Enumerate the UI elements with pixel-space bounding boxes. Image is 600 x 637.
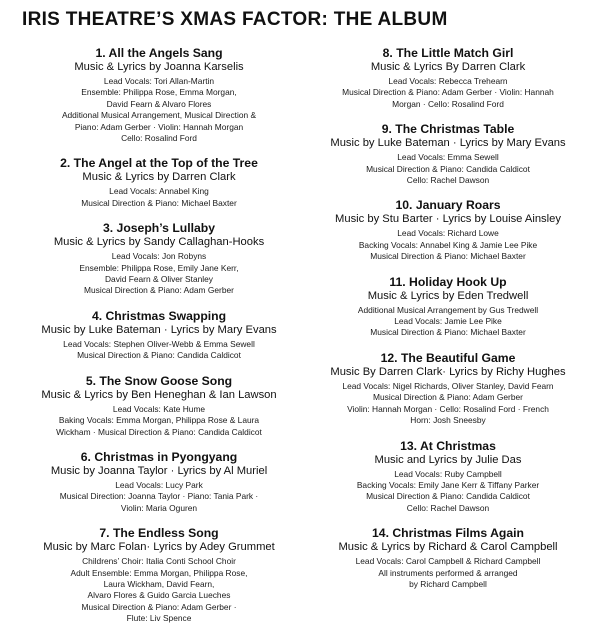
credit-line: Piano: Adam Gerber · Violin: Hannah Morgan [74, 121, 244, 132]
track-credits [306, 469, 590, 515]
credit-line: Ensemble: Philippa Rose, Emily Jane Kerr, [79, 262, 239, 273]
track-composer: Music & Lyrics by Sandy Callaghan-Hooks [53, 236, 265, 249]
credit-line: Musical Direction & Piano: Adam Gerber · [81, 601, 237, 612]
credit-line: Lead Vocals: Stephen Oliver-Webb & Emma Sewell [63, 338, 255, 349]
credit-line: Alvaro Flores & Guido Garcia Lueches [87, 590, 231, 601]
track-entry [306, 439, 590, 515]
credit-line: Morgan · Cello: Rosalind Ford [392, 98, 504, 109]
track-title: 10. January Roars [395, 198, 501, 213]
track-credits [18, 76, 300, 144]
track-entry [306, 351, 590, 427]
credit-line: Musical Direction & Piano: Candida Caldicot [366, 163, 530, 174]
credit-line: Musical Direction & Piano: Candida Caldicot [366, 491, 530, 502]
track-composer: Music & Lyrics by Eden Tredwell [367, 289, 529, 302]
credit-line: Musical Direction & Piano: Adam Gerber [373, 392, 523, 403]
track-title: 1. All the Angels Sang [95, 46, 223, 60]
credit-line: Musical Direction & Piano: Candida Caldicot [77, 350, 241, 361]
track-credits [18, 480, 300, 514]
track-title: 2. The Angel at the Top of the Tree [60, 156, 258, 171]
credit-line: Musical Direction: Joanna Taylor · Piano: Tania Park · [59, 491, 259, 502]
credit-line: Laura Wickham, David Fearn, [103, 578, 215, 589]
track-composer: Music and Lyrics by Julie Das [374, 453, 522, 466]
track-entry [18, 450, 300, 514]
credit-line: Lead Vocals: Emma Sewell [397, 152, 499, 163]
track-composer: Music by Stu Barter · Lyrics by Louise Ainsley [335, 213, 561, 226]
credit-line: Horn: Josh Sneesby [410, 415, 486, 426]
credit-line: Lead Vocals: Nigel Richards, Oliver Stanley, David Fearn [342, 380, 554, 391]
track-title: 7. The Endless Song [99, 526, 219, 541]
track-entry [306, 198, 590, 262]
track-entry [306, 275, 590, 339]
credit-line: Backing Vocals: Emily Jane Kerr & Tiffany Parker [356, 479, 540, 490]
credit-line: Lead Vocals: Carol Campbell & Richard Campbell [355, 556, 541, 567]
credit-line: Cello: Rachel Dawson [406, 175, 490, 186]
credit-line: Violin: Hannah Morgan · Cello: Rosalind Ford · French [347, 403, 549, 414]
track-entry [306, 526, 590, 590]
credit-line: Musical Direction & Piano: Michael Baxter [370, 327, 526, 338]
track-composer: Music & Lyrics by Darren Clark [82, 171, 236, 184]
track-credits [306, 381, 590, 427]
track-composer: Music by Luke Bateman · Lyrics by Mary Evans [41, 323, 277, 336]
credit-line: Lead Vocals: Richard Lowe [397, 228, 499, 239]
track-title: 13. At Christmas [400, 438, 496, 453]
credit-line: David Fearn & Oliver Stanley [105, 274, 213, 285]
credit-line: Additional Musical Arrangement by Gus Tredwell [357, 304, 539, 315]
credit-line: Childrens’ Choir: Italia Conti School Choir [82, 556, 236, 567]
track-title: 5. The Snow Goose Song [85, 373, 233, 388]
track-entry [18, 46, 300, 144]
track-credits [306, 228, 590, 262]
track-credits [18, 339, 300, 362]
track-composer: Music By Darren Clark· Lyrics by Richy Hughes [330, 365, 566, 378]
track-credits [18, 556, 300, 624]
credit-line: Musical Direction & Piano: Michael Baxter [370, 251, 526, 262]
track-composer: Music by Joanna Taylor · Lyrics by Al Muriel [50, 464, 268, 477]
track-credits [18, 186, 300, 209]
track-credits [306, 305, 590, 339]
credit-line: Musical Direction & Piano: Adam Gerber · Violin: Hannah [342, 87, 554, 98]
credit-line: Lead Vocals: Jon Robyns [111, 251, 207, 262]
credit-line: Lead Vocals: Tori Allan-Martin [103, 76, 215, 86]
track-composer: Music & Lyrics By Darren Clark [370, 61, 526, 73]
track-entry [18, 526, 300, 624]
credit-line: Musical Direction & Piano: Michael Baxter [81, 197, 237, 208]
credit-line: Additional Musical Arrangement, Musical Direction & [61, 110, 257, 121]
track-entry [18, 156, 300, 209]
track-credits [18, 251, 300, 297]
track-column-right [306, 46, 590, 602]
credit-line: Flute: Liv Spence [126, 613, 192, 624]
credit-line: Cello: Rosalind Ford [121, 133, 197, 144]
credit-line: Musical Direction & Piano: Adam Gerber [84, 285, 234, 296]
credit-line: David Fearn & Alvaro Flores [106, 98, 212, 109]
credit-line: by Richard Campbell [409, 578, 487, 589]
track-title: 3. Joseph’s Lullaby [103, 221, 215, 236]
track-credits [306, 76, 590, 110]
track-title: 14. Christmas Films Again [372, 526, 524, 541]
credit-line: Lead Vocals: Rebecca Trehearn [388, 76, 508, 86]
track-title: 4. Christmas Swapping [91, 308, 227, 323]
track-composer: Music & Lyrics by Richard & Carol Campbell [338, 541, 558, 554]
track-credits [306, 556, 590, 590]
credit-line: Backing Vocals: Annabel King & Jamie Lee Pike [358, 239, 538, 250]
track-title: 12. The Beautiful Game [380, 350, 516, 365]
track-composer: Music by Luke Bateman · Lyrics by Mary Evans [330, 137, 566, 150]
credit-line: Lead Vocals: Jamie Lee Pike [394, 316, 502, 327]
credit-line: Violin: Maria Oguren [120, 502, 198, 513]
credit-line: Baking Vocals: Emma Morgan, Philippa Rose & Laura [58, 415, 260, 426]
track-composer: Music by Marc Folan· Lyrics by Adey Grummet [43, 541, 275, 554]
track-entry [306, 46, 590, 110]
credit-line: Lead Vocals: Kate Hume [112, 403, 206, 414]
track-credits [306, 152, 590, 186]
credit-line: Wickham · Musical Direction & Piano: Candida Caldicot [56, 426, 262, 437]
track-entry [18, 374, 300, 438]
track-credits [18, 404, 300, 438]
track-composer: Music & Lyrics by Ben Heneghan & Ian Lawson [41, 388, 277, 401]
track-entry [18, 221, 300, 297]
credit-line: Adult Ensemble: Emma Morgan, Philippa Rose, [70, 567, 248, 578]
track-title: 6. Christmas in Pyongyang [80, 449, 238, 464]
album-title: IRIS THEATRE’S XMAS FACTOR: THE ALBUM [22, 9, 448, 30]
track-title: 9. The Christmas Table [381, 122, 515, 137]
track-entry [18, 309, 300, 362]
credit-line: Lead Vocals: Lucy Park [115, 479, 203, 490]
track-title: 8. The Little Match Girl [382, 46, 514, 60]
credit-line: All instruments performed & arranged [378, 567, 518, 578]
track-composer: Music & Lyrics by Joanna Karselis [74, 61, 244, 73]
track-title: 11. Holiday Hook Up [389, 274, 507, 289]
credit-line: Lead Vocals: Annabel King [109, 186, 209, 197]
track-column-left [18, 46, 300, 637]
credit-line: Ensemble: Philippa Rose, Emma Morgan, [81, 87, 237, 98]
track-entry [306, 122, 590, 186]
credit-line: Cello: Rachel Dawson [406, 502, 490, 513]
credit-line: Lead Vocals: Ruby Campbell [394, 468, 502, 479]
